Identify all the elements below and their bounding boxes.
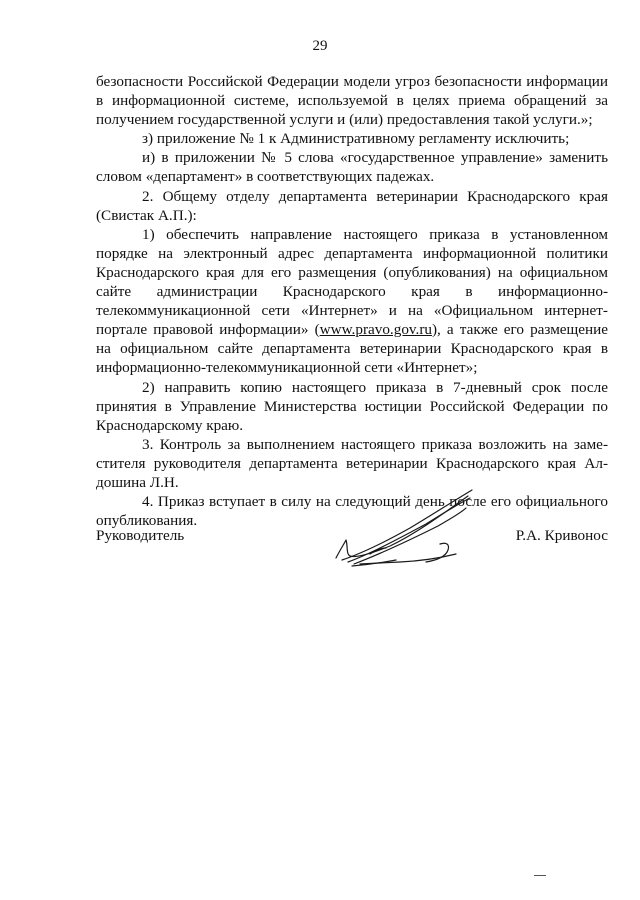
- handwritten-signature: [330, 484, 480, 574]
- paragraph-item-z: з) приложение № 1 к Административному регламенту исключить;: [142, 130, 570, 148]
- signatory-name: Р.А. Кривонос: [515, 527, 608, 544]
- paragraph-point-2: 2. Общему отделу департамента ветеринарии Краснодарского края (Свистак А.П.):: [96, 187, 608, 224]
- paragraph-subpoint-2: 2) направить копию настоящего приказа в 7-дневный срок после принятия в Управление Министерства юстиции Российской Федерации по Краснодарскому краю.: [96, 378, 608, 434]
- paragraph-point-4: 4. Приказ вступает в силу на следующий день после его официального опубликования.: [96, 493, 608, 530]
- subpoint-1-text-start: 1) обеспечить направление настоящего приказа в установленном порядке на электронный адрес департамента информационной политики Краснодарского края для его размещения (опубликования) на официальном сайте администрации Краснодарского края в информационно-телекоммуникационной сети «Интернет» и на «Официальном интернет-портале правовой информации» (: [96, 225, 608, 339]
- pravo-gov-link[interactable]: www.pravo.gov.ru: [319, 321, 432, 339]
- subpoint-1-text-end: ), а также его размещение на официальном сайте департамента ветеринарии Краснодарского края в информационно-телекоммуникационной сети «Интернет»;: [96, 321, 608, 377]
- document-body: [96, 72, 608, 530]
- paragraph-point-3: 3. Контроль за выполнением настоящего приказа возложить на заместителя руководителя департамента ветеринарии Краснодарского края Алдошина Л.Н.: [96, 435, 608, 491]
- paragraph-continuation: безопасности Российской Федерации модели угроз безопасности информации в информационной системе, используемой в целях приема обращений за получением государственной услуги и (или) предоставления такой услуги.»;: [96, 73, 608, 129]
- page-number: 29: [312, 38, 328, 54]
- paragraph-item-i: и) в приложении № 5 слова «государственное управление» заменить словом «департамент» в соответствующих падежах.: [96, 149, 608, 186]
- scan-artifact-mark: [534, 875, 546, 876]
- signatory-title: Руководитель: [96, 527, 185, 544]
- paragraph-subpoint-1: [96, 225, 608, 378]
